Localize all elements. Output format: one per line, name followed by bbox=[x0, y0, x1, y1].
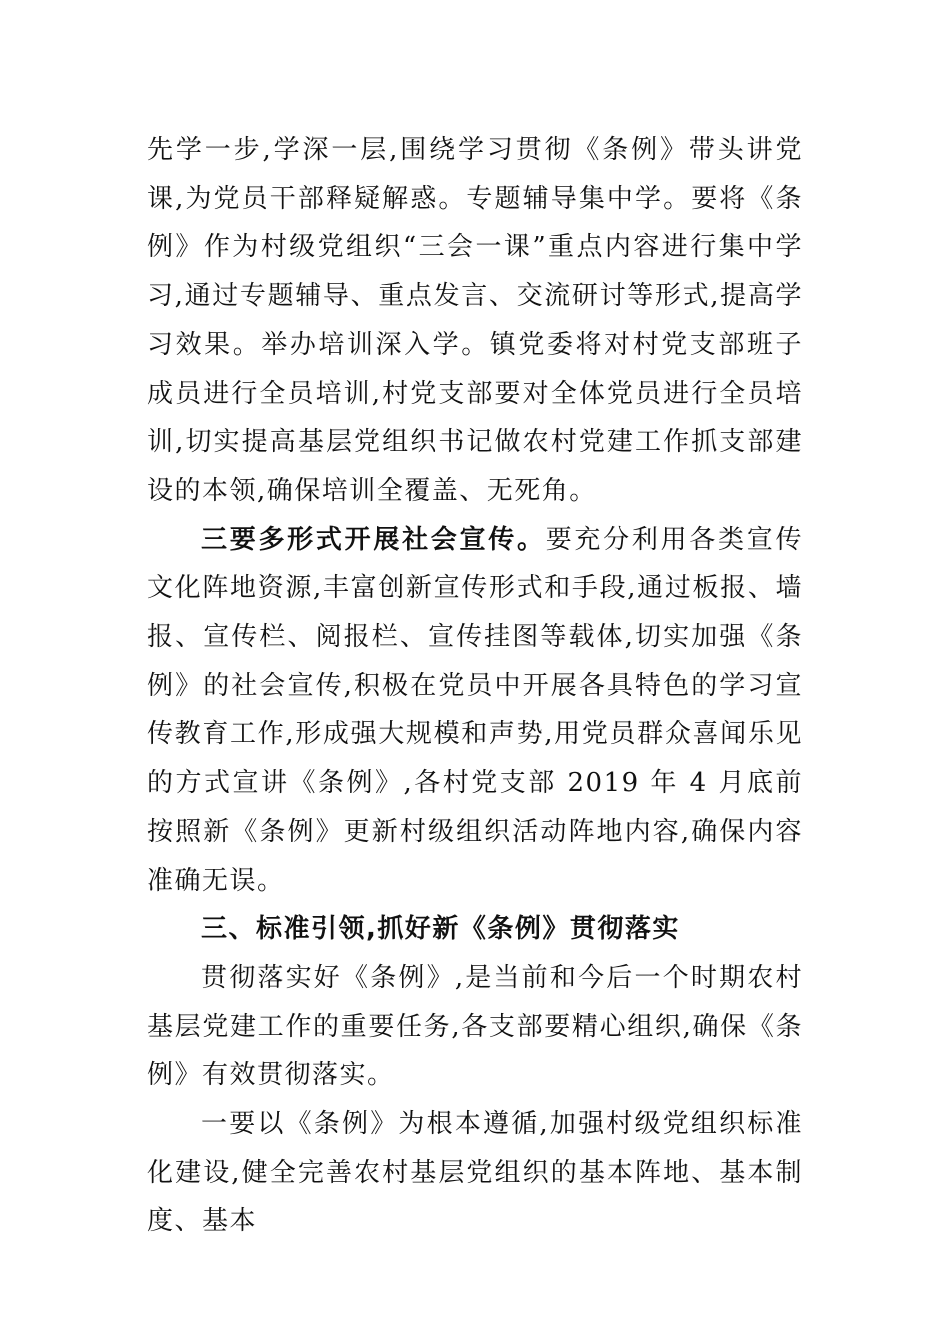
document-body bbox=[147, 126, 803, 1246]
section-heading: 三、标准引领,抓好新《条例》贯彻落实 bbox=[201, 914, 680, 945]
paragraph-lead-bold: 三要多形式开展社会宣传。 bbox=[201, 524, 546, 555]
paragraph-implementation: 贯彻落实好《条例》,是当前和今后一个时期农村基层党建工作的重要任务,各支部要精心组织,确保《条例》有效贯彻落实。 bbox=[147, 962, 803, 1091]
paragraph-first-requirement: 一要以《条例》为根本遵循,加强村级党组织标准化建设,健全完善农村基层党组织的基本阵地、基本制度、基本 bbox=[147, 1109, 803, 1237]
paragraph-social-publicity bbox=[147, 516, 803, 906]
paragraph-body: 要充分利用各类宣传文化阵地资源,丰富创新宣传形式和手段,通过板报、墙报、宣传栏、阅报栏、宣传挂图等载体,切实加强《条例》的社会宣传,积极在党员中开展各具特色的学习宣传教育工作,形成强大规模和声势,用党员群众喜闻乐见的方式宣讲《条例》,各村党支部 2019 年 4 月底前按照新《条例》更新村级组织活动阵地内容,确保内容准确无误。 bbox=[147, 524, 803, 896]
paragraph-continued: 先学一步,学深一层,围绕学习贯彻《条例》带头讲党课,为党员干部释疑解惑。专题辅导集中学。要将《条例》作为村级党组织“三会一课”重点内容进行集中学习,通过专题辅导、重点发言、交流研讨等形式,提高学习效果。举办培训深入学。镇党委将对村党支部班子成员进行全员培训,村党支部要对全体党员进行全员培训,切实提高基层党组织书记做农村党建工作抓支部建设的本领,确保培训全覆盖、无死角。 bbox=[147, 135, 803, 506]
